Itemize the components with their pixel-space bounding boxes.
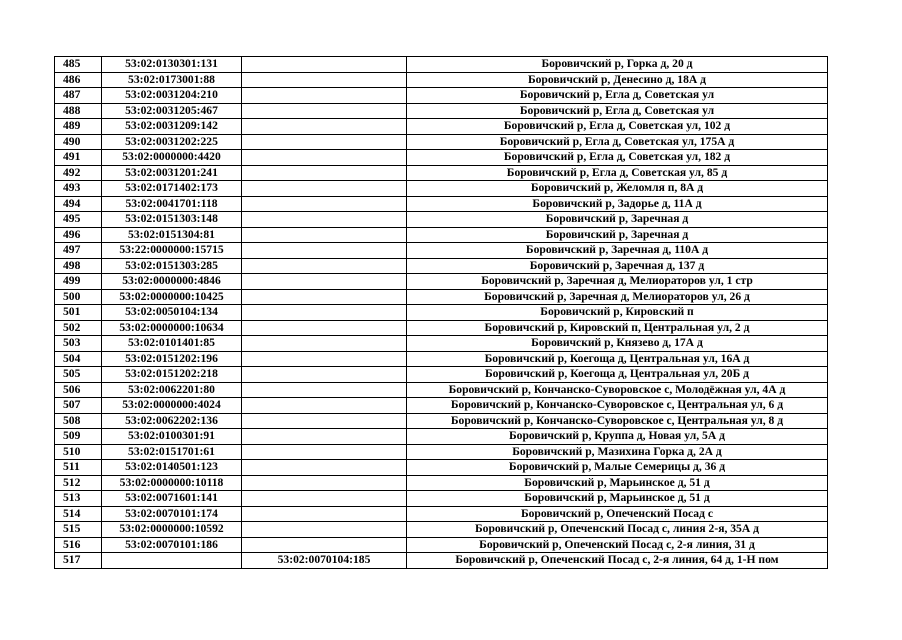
table-row: [55, 351, 828, 367]
cadastral-number-cell: 53:02:0070101:174: [102, 506, 242, 522]
cadastral-number-alt-cell: [242, 429, 407, 445]
row-number-cell: 493: [55, 181, 102, 197]
address-cell: Боровичский р, Егла д, Советская ул, 175А д: [407, 134, 828, 150]
row-number-cell: 489: [55, 119, 102, 135]
address-cell: Боровичский р, Кончанско-Суворовское с, Центральная ул, 6 д: [407, 398, 828, 414]
address-cell: Боровичский р, Егла д, Советская ул, 102 д: [407, 119, 828, 135]
cadastral-number-cell: 53:02:0071601:141: [102, 491, 242, 507]
address-cell: Боровичский р, Егла д, Советская ул, 182 д: [407, 150, 828, 166]
cadastral-number-alt-cell: [242, 134, 407, 150]
table-row: [55, 382, 828, 398]
cadastral-number-alt-cell: [242, 57, 407, 73]
table-row: [55, 537, 828, 553]
table-row: [55, 258, 828, 274]
cadastral-number-cell: 53:02:0031205:467: [102, 103, 242, 119]
cadastral-number-cell: 53:22:0000000:15715: [102, 243, 242, 259]
address-cell: Боровичский р, Мазихина Горка д, 2А д: [407, 444, 828, 460]
row-number-cell: 505: [55, 367, 102, 383]
address-cell: Боровичский р, Заречная д, Мелиораторов ул, 26 д: [407, 289, 828, 305]
address-cell: Боровичский р, Кировский п: [407, 305, 828, 321]
row-number-cell: 514: [55, 506, 102, 522]
row-number-cell: 512: [55, 475, 102, 491]
address-cell: Боровичский р, Заречная д, 137 д: [407, 258, 828, 274]
row-number-cell: 503: [55, 336, 102, 352]
table-row: [55, 181, 828, 197]
table-row: [55, 413, 828, 429]
cadastral-number-alt-cell: [242, 103, 407, 119]
table-row: [55, 491, 828, 507]
row-number-cell: 516: [55, 537, 102, 553]
cadastral-number-alt-cell: [242, 491, 407, 507]
table-row: [55, 274, 828, 290]
table-row: [55, 289, 828, 305]
row-number-cell: 495: [55, 212, 102, 228]
address-cell: Боровичский р, Заречная д, Мелиораторов ул, 1 стр: [407, 274, 828, 290]
cadastral-number-cell: 53:02:0151701:61: [102, 444, 242, 460]
cadastral-number-cell: 53:02:0151202:218: [102, 367, 242, 383]
row-number-cell: 485: [55, 57, 102, 73]
cadastral-number-cell: 53:02:0000000:10634: [102, 320, 242, 336]
table-row: [55, 367, 828, 383]
cadastral-number-cell: 53:02:0151304:81: [102, 227, 242, 243]
row-number-cell: 490: [55, 134, 102, 150]
table-row: [55, 336, 828, 352]
row-number-cell: 492: [55, 165, 102, 181]
address-cell: Боровичский р, Опеченский Посад с: [407, 506, 828, 522]
cadastral-number-cell: 53:02:0000000:4420: [102, 150, 242, 166]
row-number-cell: 501: [55, 305, 102, 321]
table-row: [55, 227, 828, 243]
table-row: [55, 460, 828, 476]
table-row: [55, 57, 828, 73]
cadastral-number-alt-cell: [242, 522, 407, 538]
cadastral-number-alt-cell: [242, 165, 407, 181]
row-number-cell: 508: [55, 413, 102, 429]
address-cell: Боровичский р, Кончанско-Суворовское с, Центральная ул, 8 д: [407, 413, 828, 429]
table-row: [55, 88, 828, 104]
cadastral-number-alt-cell: [242, 196, 407, 212]
cadastral-number-alt-cell: [242, 72, 407, 88]
address-cell: Боровичский р, Егла д, Советская ул, 85 д: [407, 165, 828, 181]
row-number-cell: 486: [55, 72, 102, 88]
row-number-cell: 513: [55, 491, 102, 507]
address-cell: Боровичский р, Задорье д, 11А д: [407, 196, 828, 212]
registry-table-body: [55, 57, 828, 569]
cadastral-number-alt-cell: [242, 398, 407, 414]
cadastral-number-cell: 53:02:0151303:148: [102, 212, 242, 228]
cadastral-number-alt-cell: [242, 88, 407, 104]
table-row: [55, 119, 828, 135]
cadastral-number-cell: 53:02:0031202:225: [102, 134, 242, 150]
row-number-cell: 517: [55, 553, 102, 569]
cadastral-number-cell: 53:02:0130301:131: [102, 57, 242, 73]
cadastral-number-alt-cell: [242, 258, 407, 274]
row-number-cell: 515: [55, 522, 102, 538]
address-cell: Боровичский р, Заречная д: [407, 212, 828, 228]
cadastral-number-alt-cell: [242, 227, 407, 243]
row-number-cell: 496: [55, 227, 102, 243]
cadastral-number-alt-cell: [242, 444, 407, 460]
cadastral-number-cell: 53:02:0100301:91: [102, 429, 242, 445]
address-cell: Боровичский р, Круппа д, Новая ул, 5А д: [407, 429, 828, 445]
cadastral-number-alt-cell: [242, 351, 407, 367]
row-number-cell: 507: [55, 398, 102, 414]
address-cell: Боровичский р, Марьинское д, 51 д: [407, 491, 828, 507]
cadastral-number-cell: 53:02:0031201:241: [102, 165, 242, 181]
cadastral-number-cell: 53:02:0050104:134: [102, 305, 242, 321]
cadastral-number-cell: 53:02:0031209:142: [102, 119, 242, 135]
row-number-cell: 497: [55, 243, 102, 259]
cadastral-number-cell: 53:02:0151303:285: [102, 258, 242, 274]
cadastral-number-cell: 53:02:0000000:4846: [102, 274, 242, 290]
address-cell: Боровичский р, Егла д, Советская ул: [407, 88, 828, 104]
cadastral-number-cell: 53:02:0171402:173: [102, 181, 242, 197]
address-cell: Боровичский р, Горка д, 20 д: [407, 57, 828, 73]
table-row: [55, 475, 828, 491]
row-number-cell: 504: [55, 351, 102, 367]
cadastral-number-cell: 53:02:0000000:4024: [102, 398, 242, 414]
cadastral-number-cell: 53:02:0062202:136: [102, 413, 242, 429]
cadastral-number-alt-cell: [242, 305, 407, 321]
cadastral-number-alt-cell: [242, 320, 407, 336]
table-row: [55, 398, 828, 414]
address-cell: Боровичский р, Кировский п, Центральная ул, 2 д: [407, 320, 828, 336]
address-cell: Боровичский р, Егла д, Советская ул: [407, 103, 828, 119]
cadastral-number-alt-cell: [242, 212, 407, 228]
cadastral-number-cell: 53:02:0173001:88: [102, 72, 242, 88]
cadastral-number-alt-cell: [242, 150, 407, 166]
address-cell: Боровичский р, Марьинское д, 51 д: [407, 475, 828, 491]
cadastral-number-cell: 53:02:0070101:186: [102, 537, 242, 553]
address-cell: Боровичский р, Опеченский Посад с, линия 2-я, 35А д: [407, 522, 828, 538]
row-number-cell: 491: [55, 150, 102, 166]
address-cell: Боровичский р, Заречная д: [407, 227, 828, 243]
row-number-cell: 499: [55, 274, 102, 290]
row-number-cell: 494: [55, 196, 102, 212]
table-row: [55, 522, 828, 538]
table-row: [55, 444, 828, 460]
address-cell: Боровичский р, Опеченский Посад с, 2-я линия, 31 д: [407, 537, 828, 553]
cadastral-number-alt-cell: [242, 289, 407, 305]
address-cell: Боровичский р, Желомля п, 8А д: [407, 181, 828, 197]
row-number-cell: 487: [55, 88, 102, 104]
row-number-cell: 510: [55, 444, 102, 460]
address-cell: Боровичский р, Заречная д, 110А д: [407, 243, 828, 259]
table-row: [55, 506, 828, 522]
cadastral-number-cell: 53:02:0041701:118: [102, 196, 242, 212]
address-cell: Боровичский р, Малые Семерицы д, 36 д: [407, 460, 828, 476]
cadastral-number-cell: [102, 553, 242, 569]
cadastral-number-alt-cell: [242, 119, 407, 135]
cadastral-number-alt-cell: 53:02:0070104:185: [242, 553, 407, 569]
cadastral-number-alt-cell: [242, 475, 407, 491]
cadastral-number-alt-cell: [242, 537, 407, 553]
cadastral-number-cell: 53:02:0101401:85: [102, 336, 242, 352]
table-row: [55, 320, 828, 336]
cadastral-number-alt-cell: [242, 181, 407, 197]
table-row: [55, 103, 828, 119]
row-number-cell: 509: [55, 429, 102, 445]
row-number-cell: 500: [55, 289, 102, 305]
cadastral-number-alt-cell: [242, 336, 407, 352]
address-cell: Боровичский р, Кончанско-Суворовское с, Молодёжная ул, 4А д: [407, 382, 828, 398]
row-number-cell: 506: [55, 382, 102, 398]
cadastral-number-cell: 53:02:0000000:10592: [102, 522, 242, 538]
row-number-cell: 502: [55, 320, 102, 336]
table-row: [55, 212, 828, 228]
cadastral-number-alt-cell: [242, 367, 407, 383]
address-cell: Боровичский р, Коегоща д, Центральная ул, 16А д: [407, 351, 828, 367]
cadastral-number-alt-cell: [242, 460, 407, 476]
row-number-cell: 498: [55, 258, 102, 274]
table-row: [55, 553, 828, 569]
address-cell: Боровичский р, Князево д, 17А д: [407, 336, 828, 352]
table-row: [55, 72, 828, 88]
address-cell: Боровичский р, Коегоща д, Центральная ул, 20Б д: [407, 367, 828, 383]
row-number-cell: 488: [55, 103, 102, 119]
table-row: [55, 134, 828, 150]
row-number-cell: 511: [55, 460, 102, 476]
cadastral-number-cell: 53:02:0000000:10118: [102, 475, 242, 491]
cadastral-number-cell: 53:02:0140501:123: [102, 460, 242, 476]
table-row: [55, 429, 828, 445]
cadastral-number-alt-cell: [242, 506, 407, 522]
table-row: [55, 196, 828, 212]
address-cell: Боровичский р, Опеченский Посад с, 2-я линия, 64 д, 1-Н пом: [407, 553, 828, 569]
cadastral-number-alt-cell: [242, 243, 407, 259]
cadastral-number-cell: 53:02:0151202:196: [102, 351, 242, 367]
cadastral-number-cell: 53:02:0000000:10425: [102, 289, 242, 305]
cadastral-number-cell: 53:02:0062201:80: [102, 382, 242, 398]
table-row: [55, 305, 828, 321]
address-cell: Боровичский р, Денесино д, 18А д: [407, 72, 828, 88]
table-row: [55, 165, 828, 181]
table-row: [55, 243, 828, 259]
cadastral-number-alt-cell: [242, 274, 407, 290]
registry-table: [54, 56, 828, 569]
cadastral-number-alt-cell: [242, 382, 407, 398]
cadastral-number-cell: 53:02:0031204:210: [102, 88, 242, 104]
table-row: [55, 150, 828, 166]
cadastral-number-alt-cell: [242, 413, 407, 429]
